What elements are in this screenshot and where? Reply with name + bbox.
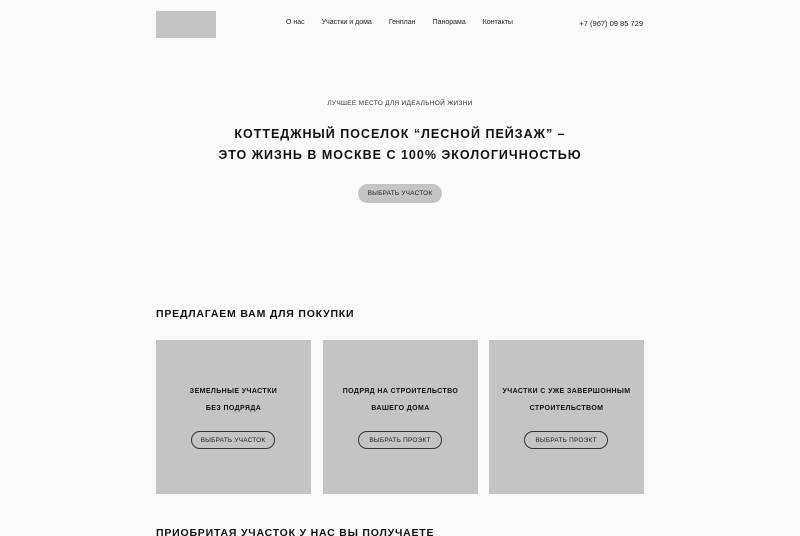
offer-card-title-line-1: УЧАСТКИ С УЖЕ ЗАВЕРШОННЫМ (502, 388, 631, 395)
main-nav (286, 19, 513, 26)
hero-choose-plot-button[interactable]: ВЫБРАТЬ УЧАСТОК (358, 184, 442, 203)
offer-card-title (489, 383, 644, 417)
offer-card-title (323, 383, 478, 417)
offer-card-title-line-1: ЗЕМЕЛЬНЫЕ УЧАСТКИ (189, 388, 278, 395)
nav-item-master-plan[interactable]: Генплан (388, 19, 416, 26)
hero-title-line-1: КОТТЕДЖНЫЙ ПОСЕЛОК “ЛЕСНОЙ ПЕЙЗАЖ” – (234, 127, 566, 141)
offer-card-title-line-2: СТРОИТЕЛЬСТВОМ (529, 405, 604, 412)
nav-item-plots-and-houses[interactable]: Участки и дома (321, 19, 372, 26)
offer-card-built-plots (489, 340, 644, 494)
offer-card-title (156, 383, 311, 417)
nav-item-panorama[interactable]: Панорама (432, 19, 466, 26)
benefits-section-title: ПРИОБРИТАЯ УЧАСТОК У НАС ВЫ ПОЛУЧАЕТЕ (156, 527, 435, 536)
choose-plot-button[interactable]: ВЫБРАТЬ УЧАСТОК (191, 431, 275, 449)
phone-number[interactable]: +7 (967) 09 85 729 (579, 19, 643, 28)
offers-cards (156, 340, 644, 494)
choose-project-button[interactable]: ВЫБРАТЬ ПРОЭКТ (524, 431, 608, 449)
offers-section-title: ПРЕДЛАГАЕМ ВАМ ДЛЯ ПОКУПКИ (156, 308, 355, 320)
nav-item-contacts[interactable]: Контакты (482, 19, 513, 26)
offer-card-land-plots (156, 340, 311, 494)
logo-placeholder[interactable] (156, 11, 216, 38)
offer-card-title-line-1: ПОДРЯД НА СТРОИТЕЛЬСТВО (342, 388, 459, 395)
choose-project-button[interactable]: ВЫБРАТЬ ПРОЭКТ (358, 431, 442, 449)
nav-item-about[interactable]: О нас (286, 19, 305, 26)
offer-card-title-line-2: БЕЗ ПОДРЯДА (205, 405, 262, 412)
offer-card-construction-contract (323, 340, 478, 494)
hero-title (0, 124, 800, 166)
hero-title-line-2: ЭТО ЖИЗНЬ В МОСКВЕ С 100% ЭКОЛОГИЧНОСТЬЮ (218, 148, 582, 162)
hero-subtitle: ЛУЧШЕЕ МЕСТО ДЛЯ ИДЕАЛЬНОЙ ЖИЗНИ (327, 100, 473, 107)
offer-card-title-line-2: ВАШЕГО ДОМА (371, 405, 430, 412)
